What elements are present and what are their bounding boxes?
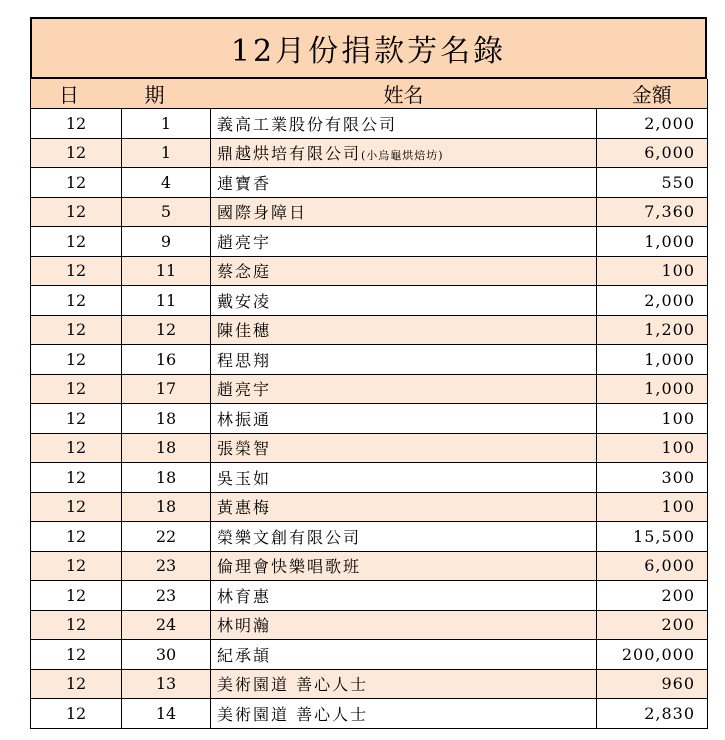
table-row	[31, 109, 708, 139]
cell-name	[211, 404, 597, 434]
table-row	[31, 345, 708, 375]
header-period: 期	[122, 79, 211, 109]
cell-period: 24	[122, 610, 211, 640]
cell-day: 12	[31, 138, 122, 168]
donation-sheet	[30, 17, 707, 729]
cell-day: 12	[31, 581, 122, 611]
cell-name	[211, 227, 597, 257]
table-row	[31, 551, 708, 581]
cell-amount: 200	[597, 610, 708, 640]
cell-period: 1	[122, 138, 211, 168]
table-row	[31, 492, 708, 522]
donor-name: 連寶香	[217, 173, 272, 193]
donor-name: 林明瀚	[217, 616, 272, 636]
cell-name	[211, 168, 597, 198]
cell-day: 12	[31, 197, 122, 227]
cell-name	[211, 551, 597, 581]
cell-day: 12	[31, 551, 122, 581]
cell-period: 18	[122, 433, 211, 463]
cell-name	[211, 463, 597, 493]
table-row	[31, 138, 708, 168]
donor-name: 黃惠梅	[217, 498, 272, 518]
donor-name: 蔡念庭	[217, 262, 272, 282]
table-row	[31, 197, 708, 227]
cell-period: 18	[122, 463, 211, 493]
cell-day: 12	[31, 374, 122, 404]
cell-amount: 2,000	[597, 109, 708, 139]
table-row	[31, 610, 708, 640]
cell-amount: 15,500	[597, 522, 708, 552]
cell-amount: 100	[597, 256, 708, 286]
cell-name	[211, 669, 597, 699]
cell-day: 12	[31, 463, 122, 493]
table-row	[31, 256, 708, 286]
table-row	[31, 168, 708, 198]
cell-amount: 6,000	[597, 138, 708, 168]
table-row	[31, 581, 708, 611]
cell-period: 13	[122, 669, 211, 699]
cell-day: 12	[31, 109, 122, 139]
cell-day: 12	[31, 699, 122, 729]
cell-amount: 1,000	[597, 374, 708, 404]
table-row	[31, 699, 708, 729]
cell-day: 12	[31, 168, 122, 198]
cell-amount: 960	[597, 669, 708, 699]
cell-day: 12	[31, 227, 122, 257]
cell-amount: 100	[597, 404, 708, 434]
donor-note: (小烏龜烘焙坊)	[361, 149, 444, 163]
cell-amount: 100	[597, 433, 708, 463]
cell-name	[211, 581, 597, 611]
donor-name: 美術園道 善心人士	[217, 704, 369, 724]
cell-period: 30	[122, 640, 211, 670]
table-row	[31, 522, 708, 552]
donor-name: 趙亮宇	[217, 232, 272, 252]
cell-period: 5	[122, 197, 211, 227]
cell-day: 12	[31, 433, 122, 463]
sheet-title: 12月份捐款芳名錄	[30, 17, 707, 79]
cell-name	[211, 610, 597, 640]
cell-day: 12	[31, 404, 122, 434]
cell-day: 12	[31, 492, 122, 522]
cell-day: 12	[31, 315, 122, 345]
table-row	[31, 286, 708, 316]
donor-name: 陳佳穗	[217, 321, 272, 341]
cell-period: 18	[122, 404, 211, 434]
cell-amount: 1,000	[597, 345, 708, 375]
table-row	[31, 404, 708, 434]
cell-name	[211, 640, 597, 670]
cell-name	[211, 197, 597, 227]
cell-name	[211, 699, 597, 729]
cell-day: 12	[31, 345, 122, 375]
donor-name: 國際身障日	[217, 203, 308, 223]
table-row	[31, 374, 708, 404]
cell-name	[211, 315, 597, 345]
cell-period: 11	[122, 286, 211, 316]
cell-amount: 6,000	[597, 551, 708, 581]
table-row	[31, 640, 708, 670]
cell-day: 12	[31, 640, 122, 670]
donor-name: 鼎越烘培有限公司	[217, 144, 362, 164]
donor-name: 張榮智	[217, 439, 272, 459]
cell-period: 14	[122, 699, 211, 729]
cell-day: 12	[31, 669, 122, 699]
cell-day: 12	[31, 610, 122, 640]
cell-amount: 550	[597, 168, 708, 198]
donor-name: 林育惠	[217, 586, 272, 606]
table-row	[31, 315, 708, 345]
donor-name: 倫理會快樂唱歌班	[217, 557, 362, 577]
donor-name: 程思翔	[217, 350, 272, 370]
table-body	[31, 109, 708, 729]
cell-amount: 100	[597, 492, 708, 522]
cell-amount: 7,360	[597, 197, 708, 227]
cell-amount: 2,830	[597, 699, 708, 729]
table-row	[31, 227, 708, 257]
donor-name: 榮樂文創有限公司	[217, 527, 362, 547]
cell-day: 12	[31, 522, 122, 552]
cell-period: 1	[122, 109, 211, 139]
cell-name	[211, 522, 597, 552]
donor-name: 戴安凌	[217, 291, 272, 311]
cell-amount: 200	[597, 581, 708, 611]
cell-name	[211, 433, 597, 463]
table-row	[31, 669, 708, 699]
cell-name	[211, 256, 597, 286]
cell-day: 12	[31, 256, 122, 286]
header-row	[31, 79, 708, 109]
donor-name: 吳玉如	[217, 468, 272, 488]
cell-name	[211, 374, 597, 404]
donor-name: 紀承頡	[217, 645, 272, 665]
cell-amount: 1,200	[597, 315, 708, 345]
donor-name: 美術園道 善心人士	[217, 675, 369, 695]
cell-name	[211, 492, 597, 522]
cell-period: 18	[122, 492, 211, 522]
donor-name: 趙亮宇	[217, 380, 272, 400]
header-day: 日	[31, 79, 122, 109]
cell-name	[211, 345, 597, 375]
cell-period: 4	[122, 168, 211, 198]
cell-period: 9	[122, 227, 211, 257]
table-row	[31, 463, 708, 493]
cell-period: 16	[122, 345, 211, 375]
cell-day: 12	[31, 286, 122, 316]
header-amount: 金額	[597, 79, 708, 109]
cell-period: 23	[122, 581, 211, 611]
donor-name: 林振通	[217, 409, 272, 429]
cell-period: 12	[122, 315, 211, 345]
cell-name	[211, 138, 597, 168]
cell-period: 22	[122, 522, 211, 552]
donor-name: 義高工業股份有限公司	[217, 114, 398, 134]
table-row	[31, 433, 708, 463]
cell-period: 17	[122, 374, 211, 404]
header-name: 姓名	[211, 79, 597, 109]
cell-name	[211, 286, 597, 316]
donation-table	[30, 79, 708, 729]
cell-period: 23	[122, 551, 211, 581]
cell-period: 11	[122, 256, 211, 286]
cell-amount: 2,000	[597, 286, 708, 316]
cell-amount: 1,000	[597, 227, 708, 257]
cell-amount: 300	[597, 463, 708, 493]
cell-name	[211, 109, 597, 139]
cell-amount: 200,000	[597, 640, 708, 670]
